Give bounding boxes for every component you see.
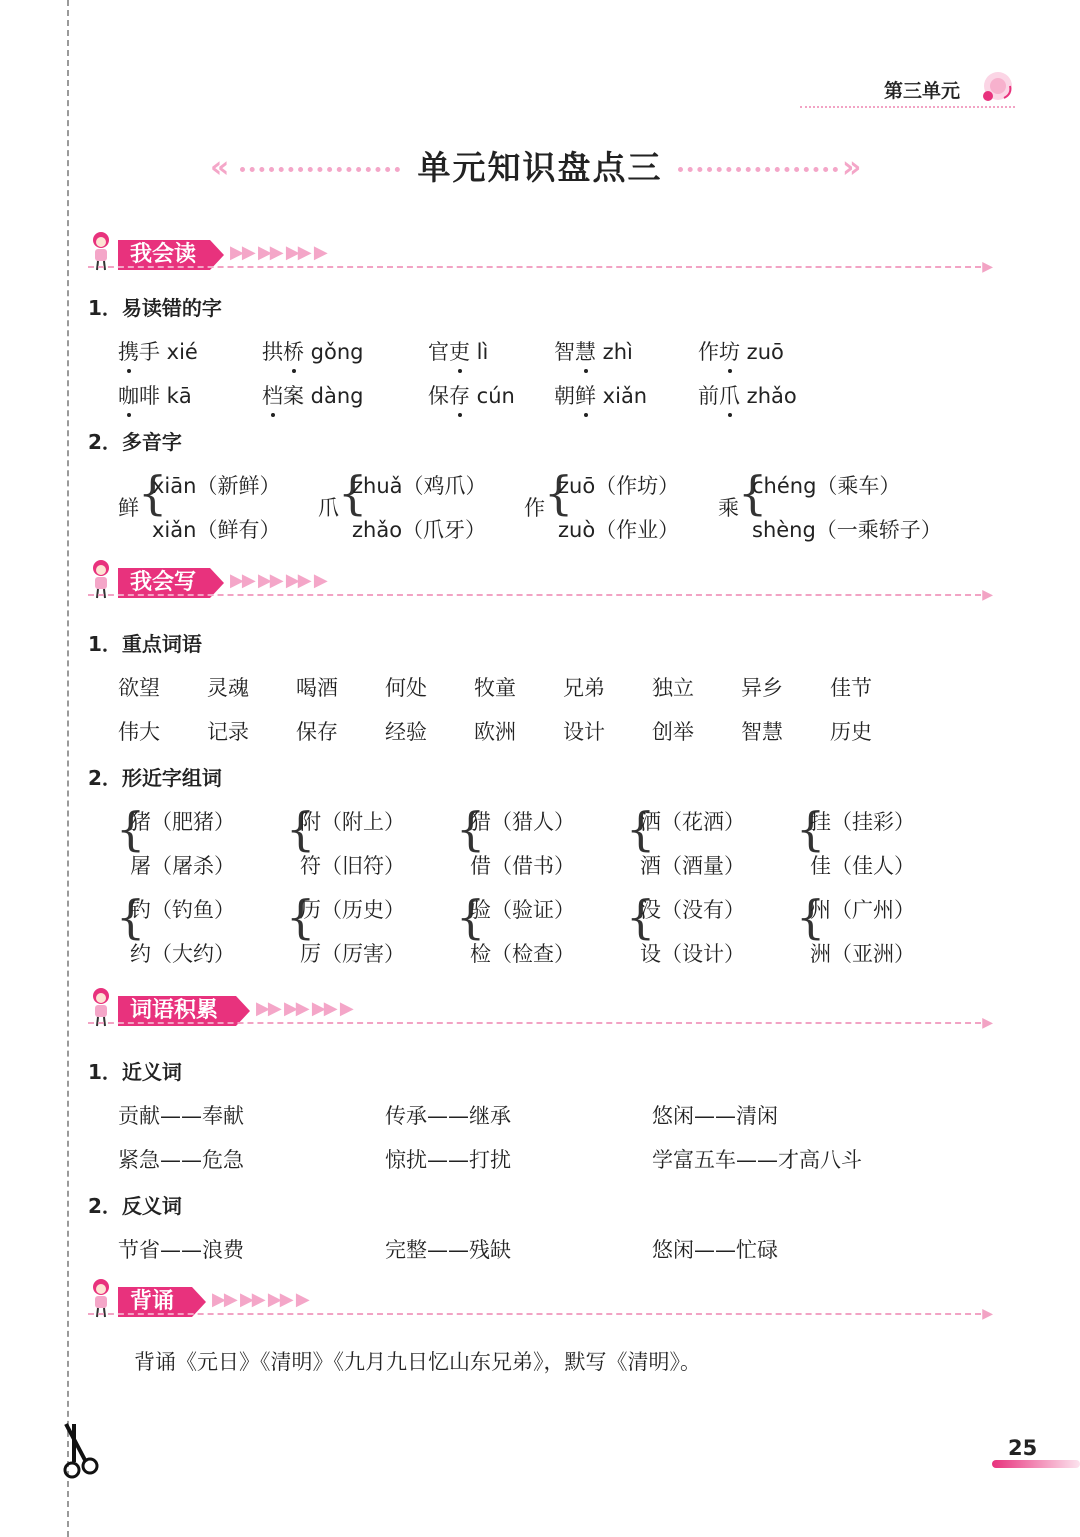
similar-word: 酒（酒量） (640, 854, 745, 878)
similar-word: 挂（挂彩） (810, 810, 915, 834)
read-heading-2: 2．多音字 (88, 430, 182, 454)
poly-reading: zuō（作坊） (558, 474, 680, 498)
brace: { (626, 802, 656, 856)
arrow-chevron-icon: ▶▶ ▶▶ ▶▶ ▶ (212, 1289, 308, 1310)
similar-word: 约（大约） (130, 942, 235, 966)
poly-char: 作 (524, 496, 545, 520)
section-rule-end-icon: ▶ (982, 259, 993, 275)
key-word: 经验 (385, 720, 427, 744)
similar-word: 猎（猎人） (470, 810, 575, 834)
poly-reading: zhuǎ（鸡爪） (352, 474, 487, 498)
read-word: 作坊 zuō (698, 336, 784, 366)
arrow-chevron-icon: ▶▶ ▶▶ ▶▶ ▶ (256, 998, 352, 1019)
section-rule (88, 594, 981, 596)
poly-char: 乘 (718, 496, 739, 520)
page-title: 单元知识盘点三 (417, 148, 663, 187)
key-word: 牧童 (474, 676, 516, 700)
poly-reading: xiǎn（鲜有） (152, 518, 281, 542)
section-read-header (88, 230, 993, 280)
similar-word: 借（借书） (470, 854, 575, 878)
brace: { (796, 890, 826, 944)
poly-reading: zuò（作业） (558, 518, 680, 542)
title-chevron-right-icon: » (842, 150, 862, 185)
similar-word: 设（设计） (640, 942, 745, 966)
similar-word: 没（没有） (640, 898, 745, 922)
brace: { (456, 890, 486, 944)
antonym-pair: 节省——浪费 (118, 1238, 244, 1262)
unit-label: 第三单元 (884, 80, 961, 102)
key-word: 灵魂 (207, 676, 249, 700)
section-recite-header (88, 1277, 993, 1327)
key-word: 兄弟 (563, 676, 605, 700)
similar-word: 佳（佳人） (810, 854, 915, 878)
antonym-pair: 完整——残缺 (385, 1238, 511, 1262)
accum-heading-2: 2．反义词 (88, 1194, 182, 1218)
title-chevron-left-icon: « (210, 150, 222, 185)
similar-word: 历（历史） (300, 898, 405, 922)
read-word: 携手 xié (118, 336, 198, 366)
key-word: 记录 (207, 720, 249, 744)
similar-word: 州（广州） (810, 898, 915, 922)
brace: { (116, 802, 146, 856)
read-heading-1: 1．易读错的字 (88, 296, 222, 320)
brace: { (626, 890, 656, 944)
scissors-icon (60, 1422, 102, 1484)
section-rule-end-icon: ▶ (982, 1015, 993, 1031)
key-word: 独立 (652, 676, 694, 700)
title-rule-right (678, 167, 838, 172)
poly-reading: shèng（一乘轿子） (752, 518, 942, 542)
similar-word: 检（检查） (470, 942, 575, 966)
antonym-pair: 悠闲——忙碌 (652, 1238, 778, 1262)
read-word: 前爪 zhǎo (698, 380, 797, 410)
poly-reading: xiān（新鲜） (152, 474, 281, 498)
key-word: 伟大 (118, 720, 160, 744)
similar-word: 洒（花洒） (640, 810, 745, 834)
page-number: 25 (1008, 1436, 1038, 1460)
brace: { (544, 466, 574, 520)
poly-char: 鲜 (118, 496, 139, 520)
read-word: 保存 cún (428, 380, 515, 410)
recite-text: 背诵《元日》《清明》《九月九日忆山东兄弟》，默写《清明》。 (134, 1350, 701, 1374)
read-word: 拱桥 gǒng (262, 336, 364, 366)
key-word: 异乡 (741, 676, 783, 700)
brace: { (286, 890, 316, 944)
brace: { (456, 802, 486, 856)
section-accum-tag: 词语积累 (118, 996, 236, 1026)
arrow-chevron-icon: ▶▶ ▶▶ ▶▶ ▶ (230, 242, 326, 263)
key-word: 设计 (563, 720, 605, 744)
key-word: 智慧 (741, 720, 783, 744)
synonym-pair: 贡献——奉献 (118, 1104, 244, 1128)
key-word: 历史 (830, 720, 872, 744)
arrow-chevron-icon: ▶▶ ▶▶ ▶▶ ▶ (230, 570, 326, 591)
synonym-pair: 悠闲——清闲 (652, 1104, 778, 1128)
brace: { (138, 466, 168, 520)
section-rule-end-icon: ▶ (982, 587, 993, 603)
section-rule-end-icon: ▶ (982, 1306, 993, 1322)
section-accum-header (88, 986, 993, 1036)
brace: { (286, 802, 316, 856)
read-word: 咖啡 kā (118, 380, 192, 410)
section-read-tag: 我会读 (118, 240, 210, 270)
similar-word: 符（旧符） (300, 854, 405, 878)
brace: { (338, 466, 368, 520)
accum-heading-1: 1．近义词 (88, 1060, 182, 1084)
key-word: 欲望 (118, 676, 160, 700)
read-word: 档案 dàng (262, 380, 364, 410)
similar-word: 屠（屠杀） (130, 854, 235, 878)
section-rule (88, 1313, 981, 1315)
read-word: 官吏 lì (428, 336, 488, 366)
brace: { (116, 890, 146, 944)
read-word: 朝鲜 xiǎn (554, 380, 647, 410)
brace: { (738, 466, 768, 520)
key-word: 何处 (385, 676, 427, 700)
section-rule (88, 1022, 981, 1024)
read-word: 智慧 zhì (554, 336, 633, 366)
poly-reading: zhǎo（爪牙） (352, 518, 487, 542)
key-word: 欧洲 (474, 720, 516, 744)
similar-word: 猪（肥猪） (130, 810, 235, 834)
synonym-pair: 惊扰——打扰 (385, 1148, 511, 1172)
write-heading-2: 2．形近字组词 (88, 766, 222, 790)
key-word: 佳节 (830, 676, 872, 700)
similar-word: 钓（钓鱼） (130, 898, 235, 922)
section-write-header (88, 558, 993, 608)
section-rule (88, 266, 981, 268)
poly-char: 爪 (318, 496, 339, 520)
brace: { (796, 802, 826, 856)
similar-word: 厉（厉害） (300, 942, 405, 966)
write-heading-1: 1．重点词语 (88, 632, 202, 656)
key-word: 创举 (652, 720, 694, 744)
similar-word: 附（附上） (300, 810, 405, 834)
synonym-pair: 学富五车——才高八斗 (652, 1148, 862, 1172)
flower-icon (978, 68, 1018, 108)
section-recite-tag: 背诵 (118, 1287, 192, 1317)
similar-word: 验（验证） (470, 898, 575, 922)
page-number-bar (992, 1460, 1080, 1468)
key-word: 喝酒 (296, 676, 338, 700)
poly-reading: chéng（乘车） (752, 474, 901, 498)
synonym-pair: 传承——继承 (385, 1104, 511, 1128)
cut-line (67, 0, 69, 1537)
key-word: 保存 (296, 720, 338, 744)
synonym-pair: 紧急——危急 (118, 1148, 244, 1172)
section-write-tag: 我会写 (118, 568, 210, 598)
similar-word: 洲（亚洲） (810, 942, 915, 966)
